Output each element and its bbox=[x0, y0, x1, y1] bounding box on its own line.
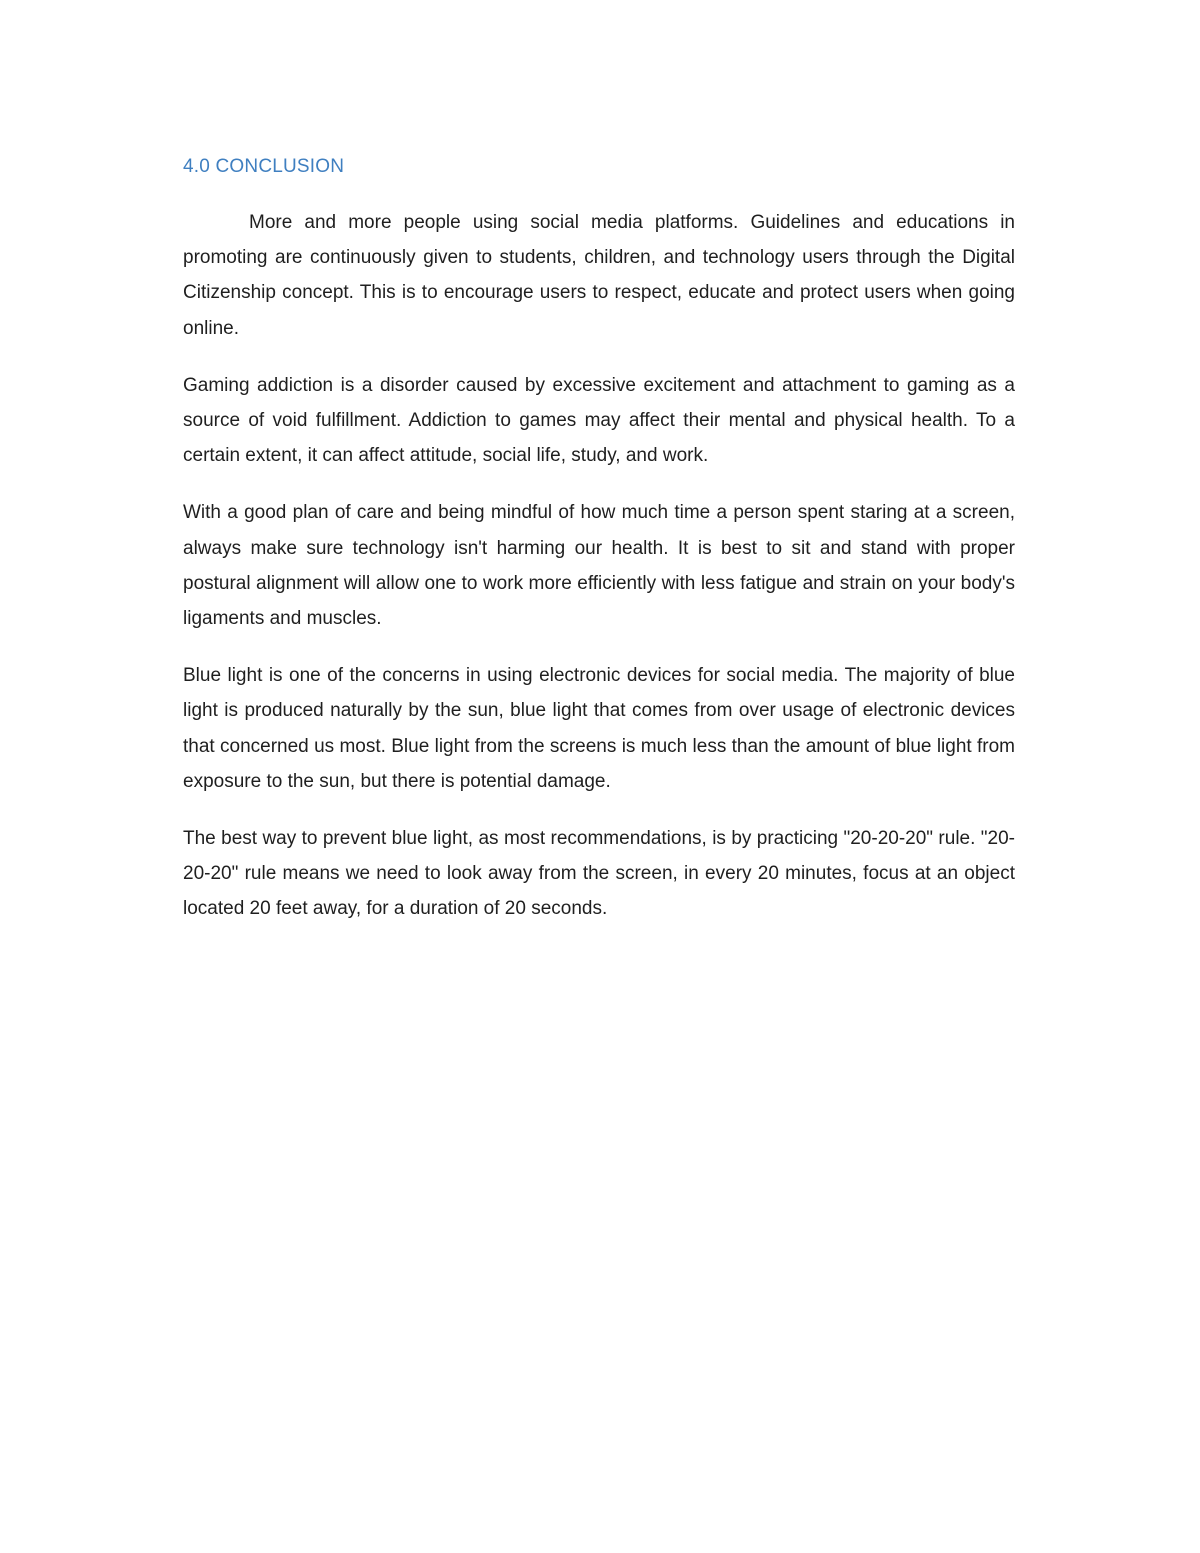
paragraph-digital-citizenship: More and more people using social media platforms. Guidelines and educations in promoting are continuously given to students, children, and technology users through the Digital Citizenship concept. This is to encourage users to respect, educate and protect users when going online. bbox=[183, 212, 1015, 339]
paragraph-posture-health: With a good plan of care and being mindful of how much time a person spent staring at a screen, always make sure technology isn't harming our health. It is best to sit and stand with proper postural alignment will allow one to work more efficiently with less fatigue and strain on your body's ligaments and muscles. bbox=[183, 502, 1015, 630]
paragraph-20-20-20-rule: The best way to prevent blue light, as most recommendations, is by practicing "20-20-20" rule. "20-20-20" rule means we need to look away from the screen, in every 20 minutes, focus at an object located 20 feet away, for a duration of 20 seconds. bbox=[183, 828, 1015, 920]
document-body bbox=[183, 153, 1015, 949]
section-heading: 4.0 CONCLUSION bbox=[183, 156, 345, 177]
paragraph-blue-light: Blue light is one of the concerns in using electronic devices for social media. The majority of blue light is produced naturally by the sun, blue light that comes from over usage of electronic devices that concerned us most. Blue light from the screens is much less than the amount of blue light from exposure to the sun, but there is potential damage. bbox=[183, 665, 1015, 792]
paragraph-gaming-addiction: Gaming addiction is a disorder caused by excessive excitement and attachment to gaming as a source of void fulfillment. Addiction to games may affect their mental and physical health. To a certain extent, it can affect attitude, social life, study, and work. bbox=[183, 374, 1015, 467]
